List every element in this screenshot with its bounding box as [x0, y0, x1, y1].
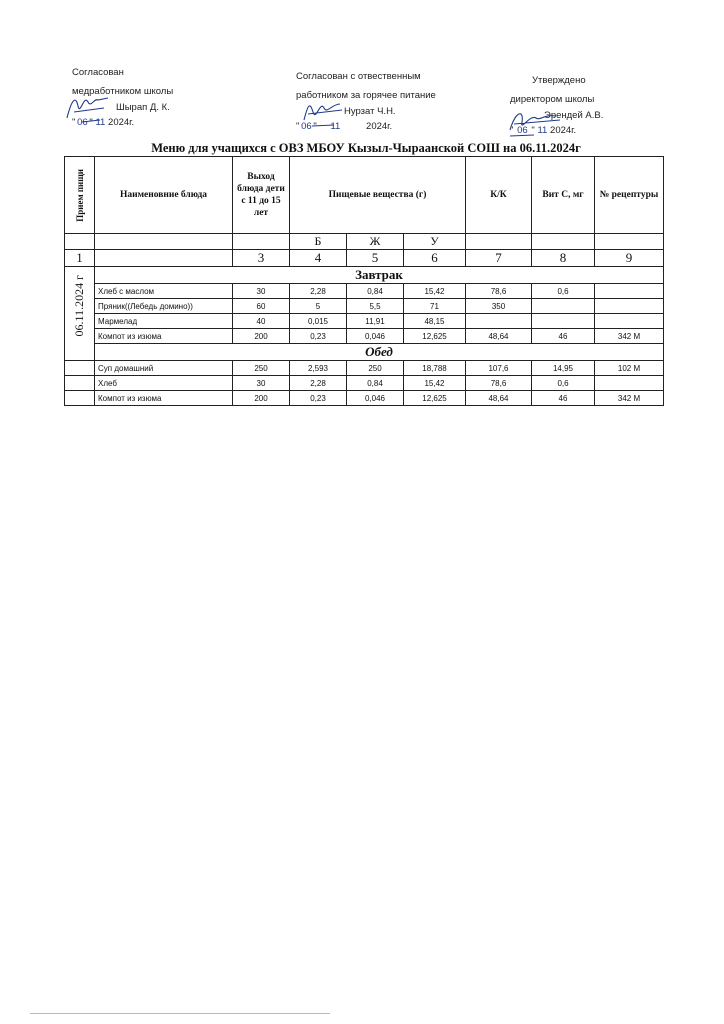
dish-kcal: 78,6	[466, 284, 532, 299]
header-nutrients: Пищевые вещества (г)	[290, 157, 466, 234]
lunch-title: Обед	[95, 344, 664, 361]
approval-medic: Согласован медработником школы Шырап Д. К. " 06 " 11 2024г.	[72, 67, 174, 128]
dish-kcal: 350	[466, 299, 532, 314]
approval-food-responsible: Согласован с отвественным работником за горячее питание Нурзат Ч.Н. " 06 " 11 2024г.	[296, 71, 436, 132]
dish-fat: 0,84	[347, 376, 404, 391]
table-row	[65, 314, 664, 329]
dish-protein: 5	[290, 299, 347, 314]
dish-yield: 30	[233, 284, 290, 299]
table-row	[65, 361, 664, 376]
colnum-7: 7	[466, 250, 532, 267]
dish-carbs: 15,42	[404, 284, 466, 299]
dish-recipe	[595, 284, 664, 299]
colnum-9: 9	[595, 250, 664, 267]
dish-fat: 0,84	[347, 284, 404, 299]
colnum-6: 6	[404, 250, 466, 267]
header-recipe: № рецептуры	[595, 157, 664, 234]
dish-vitc: 46	[532, 329, 595, 344]
dish-carbs: 18,788	[404, 361, 466, 376]
table-row	[65, 299, 664, 314]
approval-medic-month: 11	[95, 117, 106, 128]
approval-medic-line2: медработником школы	[72, 86, 174, 97]
table-row	[65, 284, 664, 299]
dish-name: Хлеб	[95, 376, 233, 391]
approval-food-line2: работником за горячее питание	[296, 90, 436, 101]
table-row	[65, 391, 664, 406]
dish-protein: 2,28	[290, 376, 347, 391]
signature-director	[504, 104, 564, 142]
header-kk: К/К	[466, 157, 532, 234]
dish-recipe: 342 М	[595, 391, 664, 406]
approval-director-year: 2024г.	[550, 125, 577, 136]
bju-row	[65, 234, 664, 250]
dish-kcal: 48,64	[466, 329, 532, 344]
dish-protein: 0,23	[290, 391, 347, 406]
approval-director-month: 11	[537, 125, 548, 136]
header-meal-label: Прием пищи	[74, 168, 85, 222]
approval-director-day: 06	[517, 125, 528, 136]
approval-director-name: Эрендей А.В.	[544, 110, 604, 121]
dish-fat: 5,5	[347, 299, 404, 314]
dish-carbs: 12,625	[404, 391, 466, 406]
dish-recipe	[595, 299, 664, 314]
dish-name: Хлеб с маслом	[95, 284, 233, 299]
dish-fat: 250	[347, 361, 404, 376]
dish-vitc: 0,6	[532, 376, 595, 391]
approval-food-day: 06	[301, 121, 312, 132]
dish-carbs: 48,15	[404, 314, 466, 329]
colnum-4: 4	[290, 250, 347, 267]
dish-recipe	[595, 376, 664, 391]
dish-yield: 30	[233, 376, 290, 391]
header-row	[65, 157, 664, 234]
dish-protein: 2,593	[290, 361, 347, 376]
approval-food-line1: Согласован с отвественным	[296, 71, 421, 82]
approval-medic-year: 2024г.	[108, 117, 135, 128]
dish-protein: 0,23	[290, 329, 347, 344]
breakfast-title: Завтрак	[95, 267, 664, 284]
approval-medic-name: Шырап Д. К.	[116, 102, 170, 113]
breakfast-section-row	[65, 267, 664, 284]
colnum-8: 8	[532, 250, 595, 267]
dish-name: Пряник((Лебедь домино))	[95, 299, 233, 314]
date-label: 06.11.2024 г	[72, 274, 86, 336]
dish-name: Суп домашний	[95, 361, 233, 376]
colnum-3: 3	[233, 250, 290, 267]
dish-vitc: 0,6	[532, 284, 595, 299]
dish-kcal: 78,6	[466, 376, 532, 391]
menu-table	[64, 156, 664, 406]
lunch-section-row	[65, 344, 664, 361]
dish-yield: 200	[233, 329, 290, 344]
approvals-header	[0, 0, 724, 140]
dish-fat: 11,91	[347, 314, 404, 329]
header-vitc: Вит С, мг	[532, 157, 595, 234]
dish-vitc: 14,95	[532, 361, 595, 376]
dish-carbs: 71	[404, 299, 466, 314]
colnum-5: 5	[347, 250, 404, 267]
dish-vitc	[532, 314, 595, 329]
header-dish: Наименовние блюда	[95, 157, 233, 234]
dish-recipe: 342 М	[595, 329, 664, 344]
dish-yield: 60	[233, 299, 290, 314]
dish-carbs: 12,625	[404, 329, 466, 344]
dish-name: Мармелад	[95, 314, 233, 329]
table-row	[65, 376, 664, 391]
approval-food-year: 2024г.	[366, 121, 393, 132]
colnum-1: 1	[65, 250, 95, 267]
dish-recipe: 102 М	[595, 361, 664, 376]
dish-yield: 200	[233, 391, 290, 406]
approval-medic-line1: Согласован	[72, 67, 124, 78]
dish-fat: 0,046	[347, 329, 404, 344]
signature-medic	[64, 88, 114, 128]
approval-medic-day: 06	[77, 117, 88, 128]
dish-protein: 0,015	[290, 314, 347, 329]
approval-director-line1: Утверждено	[532, 75, 586, 86]
approval-food-month: 11	[330, 121, 341, 132]
table-row	[65, 329, 664, 344]
dish-kcal	[466, 314, 532, 329]
dish-fat: 0,046	[347, 391, 404, 406]
dish-yield: 250	[233, 361, 290, 376]
dish-kcal: 107,6	[466, 361, 532, 376]
dish-name: Компот из изюма	[95, 329, 233, 344]
column-numbers-row	[65, 250, 664, 267]
approval-director: Утверждено директором школы Эрендей А.В. " 06 " 11 2024г.	[510, 75, 604, 136]
dish-protein: 2,28	[290, 284, 347, 299]
signature-food	[300, 92, 348, 132]
menu-title: Меню для учащихся с ОВЗ МБОУ Кызыл-Чыраанской СОШ на 06.11.2024г	[151, 141, 581, 155]
dish-kcal: 48,64	[466, 391, 532, 406]
date-cell	[65, 267, 95, 344]
dish-yield: 40	[233, 314, 290, 329]
dish-vitc	[532, 299, 595, 314]
bju-u: У	[404, 234, 466, 250]
dish-vitc: 46	[532, 391, 595, 406]
header-yield: Выход блюда дети с 11 до 15 лет	[233, 157, 290, 234]
bju-zh: Ж	[347, 234, 404, 250]
approval-director-line2: директором школы	[510, 94, 595, 105]
dish-name: Компот из изюма	[95, 391, 233, 406]
bju-b: Б	[290, 234, 347, 250]
scan-edge-line	[30, 1013, 330, 1014]
dish-recipe	[595, 314, 664, 329]
header-meal	[65, 157, 95, 234]
approval-food-name: Нурзат Ч.Н.	[344, 106, 396, 117]
dish-carbs: 15,42	[404, 376, 466, 391]
